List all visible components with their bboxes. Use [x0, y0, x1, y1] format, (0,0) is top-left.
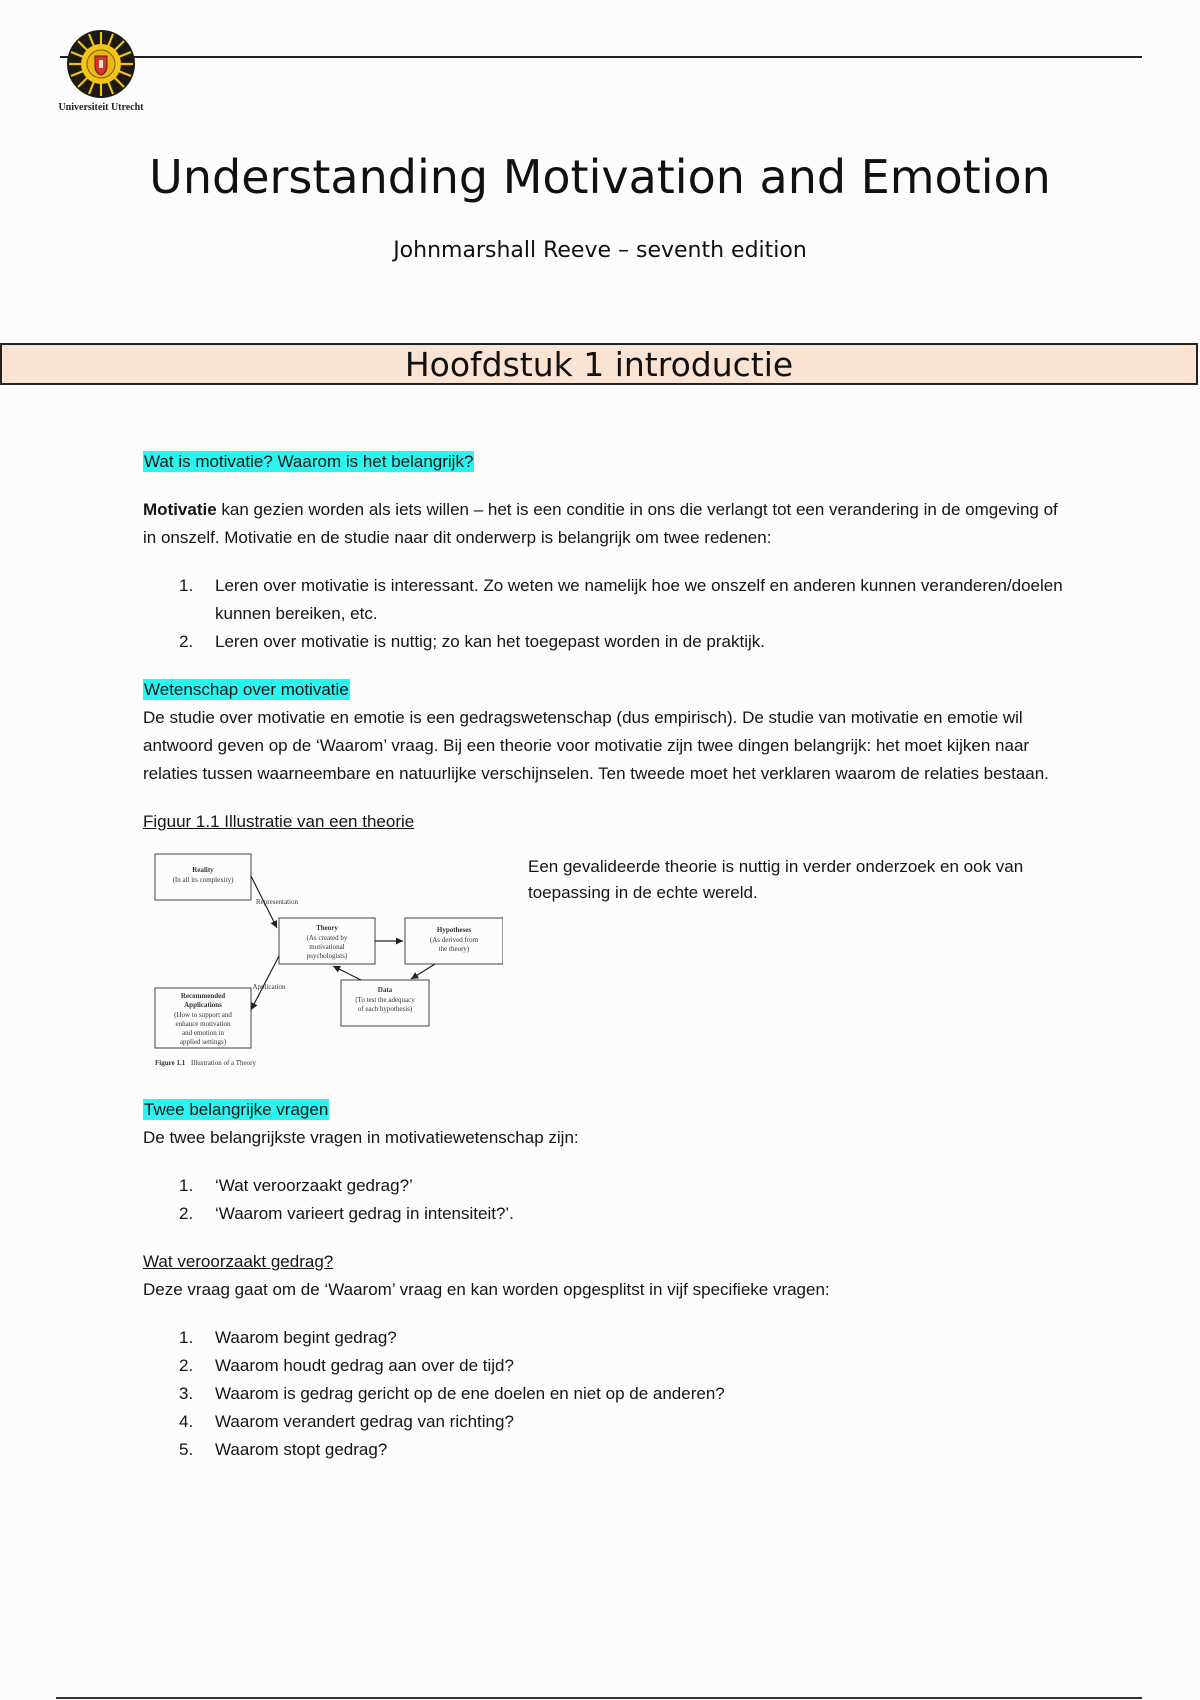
- svg-text:Application: Application: [252, 983, 286, 991]
- figure-row: [143, 846, 1063, 1096]
- specific-questions-intro: Deze vraag gaat om de ‘Waarom’ vraag en kan worden opgesplitst in vijf specifieke vragen:: [143, 1280, 830, 1299]
- svg-text:Hypotheses: Hypotheses: [436, 926, 472, 934]
- questions-intro: De twee belangrijkste vragen in motivatiewetenschap zijn:: [143, 1128, 579, 1147]
- svg-text:(How to support and: (How to support and: [174, 1011, 232, 1019]
- svg-text:psychologists): psychologists): [306, 952, 348, 960]
- intro-bold-term: Motivatie: [143, 500, 217, 519]
- list-item: 2. Waarom houdt gedrag aan over de tijd?: [179, 1356, 514, 1375]
- questions-list: [143, 1172, 1063, 1228]
- document-title: Understanding Motivation and Emotion: [149, 150, 1051, 204]
- figure-side-text: Een gevalideerde theorie is nuttig in verder onderzoek en ook van toepassing in de echte wereld.: [528, 857, 1024, 902]
- list-item: 3. Waarom is gedrag gericht op de ene doelen en niet op de anderen?: [179, 1384, 725, 1403]
- reasons-list: [143, 572, 1063, 656]
- chapter-title: Hoofdstuk 1 introductie: [404, 345, 794, 384]
- section-heading-wat-is-motivatie: Wat is motivatie? Waarom is het belangrijk?: [144, 452, 474, 471]
- list-item: 2. Leren over motivatie is nuttig; zo kan het toegepast worden in de praktijk.: [179, 632, 765, 651]
- figure-caption: Figuur 1.1 Illustratie van een theorie: [143, 812, 415, 831]
- theory-diagram: [143, 846, 503, 1076]
- list-item: 4. Waarom verandert gedrag van richting?: [179, 1412, 514, 1431]
- university-logo: [48, 28, 154, 113]
- svg-text:Data: Data: [377, 986, 393, 994]
- svg-text:(In all its complexity): (In all its complexity): [172, 876, 234, 884]
- document-subtitle: Johnmarshall Reeve – seventh edition: [393, 238, 807, 263]
- section-heading-twee-vragen: Twee belangrijke vragen: [144, 1100, 329, 1119]
- logo-text: Universiteit Utrecht: [58, 102, 144, 113]
- svg-text:enhance motivation: enhance motivation: [175, 1020, 231, 1028]
- chapter-heading-band: [0, 343, 1198, 385]
- header-rule: [60, 56, 1142, 58]
- svg-text:(As derived from: (As derived from: [429, 936, 479, 944]
- science-paragraph: De studie over motivatie en emotie is een gedragswetenschap (dus empirisch). De studie van motivatie en emotie wil antwoord geven op de ‘Waarom’ vraag. Bij een theorie voor motivatie zijn twee dingen belangrijk: het moet kijken naar relaties tussen waarneembare en natuurlijke verschijnselen. Ten tweede moet het verklaren waarom de relaties bestaan.: [143, 708, 1049, 783]
- svg-text:Theory: Theory: [316, 924, 338, 932]
- intro-paragraph: [143, 496, 1063, 552]
- svg-text:Recommended: Recommended: [180, 992, 226, 1000]
- list-item: 2. ‘Waarom varieert gedrag in intensiteit?’.: [179, 1204, 514, 1223]
- section-heading-wetenschap: Wetenschap over motivatie: [144, 680, 349, 699]
- svg-text:(As created by: (As created by: [306, 934, 348, 942]
- list-item: 5. Waarom stopt gedrag?: [179, 1440, 388, 1459]
- svg-text:the theory): the theory): [438, 945, 470, 953]
- svg-text:motivational: motivational: [309, 943, 345, 951]
- list-item: 1. Waarom begint gedrag?: [179, 1328, 397, 1347]
- svg-text:applied settings): applied settings): [179, 1038, 227, 1046]
- list-item: 1. Leren over motivatie is interessant. Zo weten we namelijk hoe we onszelf en anderen kunnen veranderen/doelen kunnen bereiken, etc.: [179, 576, 1063, 623]
- svg-text:Applications: Applications: [184, 1001, 222, 1009]
- svg-text:Reality: Reality: [192, 866, 214, 874]
- specific-questions-list: [143, 1324, 1063, 1464]
- footer-rule: [56, 1697, 1142, 1699]
- svg-text:Illustration of a Theory: Illustration of a Theory: [191, 1059, 256, 1067]
- svg-text:Figure 1.1: Figure 1.1: [155, 1059, 186, 1067]
- document-body: [143, 448, 1063, 1464]
- intro-text: kan gezien worden als iets willen – het is een conditie in ons die verlangt tot een verandering in de omgeving of in onszelf. Motivatie en de studie naar dit onderwerp is belangrijk om twee redenen:: [143, 500, 1058, 547]
- sun-seal-icon: [65, 28, 137, 100]
- svg-text:of each hypothesis): of each hypothesis): [357, 1005, 413, 1013]
- theory-figure: [143, 846, 503, 1076]
- svg-text:Representation: Representation: [256, 898, 298, 906]
- svg-text:and emotion in: and emotion in: [182, 1029, 224, 1037]
- svg-text:(To test the adequacy: (To test the adequacy: [355, 996, 415, 1004]
- subheading-wat-veroorzaakt: Wat veroorzaakt gedrag?: [143, 1252, 334, 1271]
- list-item: 1. ‘Wat veroorzaakt gedrag?’: [179, 1176, 413, 1195]
